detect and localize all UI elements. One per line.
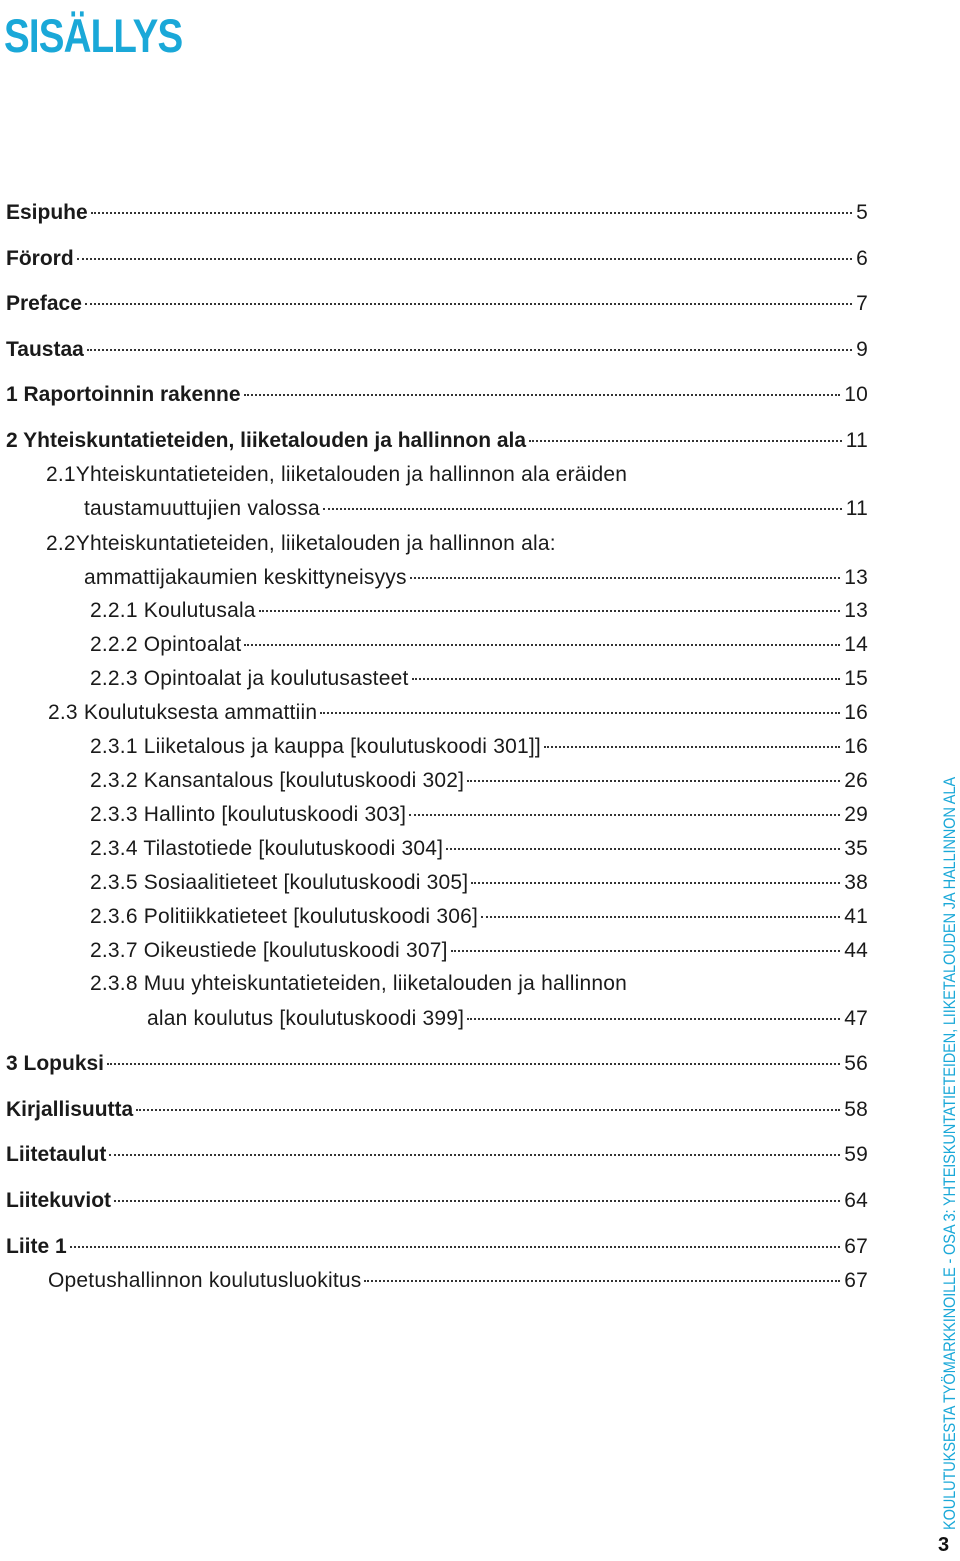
toc-page: 35	[844, 837, 868, 860]
dot-leader	[481, 916, 840, 918]
toc-entry-opetushallinnon-koulutusluokitus[interactable]	[48, 1267, 868, 1295]
toc-entry-kirjallisuutta[interactable]	[6, 1096, 868, 1124]
dot-leader	[244, 394, 841, 396]
toc-label: 3 Lopuksi	[6, 1052, 105, 1075]
toc-page: 64	[844, 1189, 868, 1212]
toc-entry-2-1-continuation[interactable]	[84, 495, 868, 523]
toc-label: Yhteiskuntatieteiden, liiketalouden ja hallinnon ala:	[75, 532, 556, 555]
toc-entry-2-3-5[interactable]	[90, 869, 868, 897]
toc-label: 2.3.5 Sosiaalitieteet [koulutuskoodi 305]	[90, 871, 469, 894]
dot-leader	[323, 508, 842, 510]
toc-page: 6	[856, 247, 868, 270]
toc-label-continuation: alan koulutus [koulutuskoodi 399]	[147, 1007, 465, 1030]
toc-page: 16	[844, 735, 868, 758]
toc-page: 14	[844, 633, 868, 656]
toc-page: 5	[856, 201, 868, 224]
toc-page: 11	[845, 429, 868, 452]
toc-page: 7	[856, 292, 868, 315]
toc-label: Taustaa	[6, 338, 84, 361]
running-header-text: KOULUTUKSESTA TYÖMARKKINOILLE - OSA 3: YHTEISKUNTATIETEIDEN, LIIKETALOUDEN JA HALLINNON ALA	[940, 777, 959, 1530]
dot-leader	[244, 644, 840, 646]
toc-page: 67	[844, 1235, 868, 1258]
toc-page: 29	[844, 803, 868, 826]
dot-leader	[529, 440, 842, 442]
dot-leader	[85, 303, 852, 305]
toc-entry-2-3-4[interactable]	[90, 835, 868, 863]
dot-leader	[467, 780, 840, 782]
toc-label: Förord	[6, 247, 74, 270]
page-number: 3	[938, 1534, 950, 1556]
dot-leader	[91, 212, 852, 214]
toc-entry-2-3-8-continuation[interactable]	[147, 1005, 868, 1033]
toc-label-continuation: taustamuuttujien valossa	[84, 497, 320, 520]
toc-label: 2.3 Koulutuksesta ammattiin	[48, 701, 318, 724]
toc-label: 2.3.7 Oikeustiede [koulutuskoodi 307]	[90, 939, 448, 962]
toc-label: 2.3.8 Muu yhteiskuntatieteiden, liiketalouden ja hallinnon	[90, 972, 627, 995]
toc-entry-2-2-3[interactable]	[90, 665, 868, 693]
dot-leader	[544, 746, 840, 748]
dot-leader	[107, 1063, 840, 1065]
toc-page: 38	[844, 871, 868, 894]
dot-leader	[87, 349, 852, 351]
toc-page: 47	[844, 1007, 868, 1030]
dot-leader	[77, 258, 852, 260]
dot-leader	[471, 882, 840, 884]
dot-leader	[320, 712, 840, 714]
toc-entry-liitetaulut[interactable]	[6, 1141, 868, 1169]
toc-label: 2 Yhteiskuntatieteiden, liiketalouden ja hallinnon ala	[6, 429, 527, 452]
toc-page: 26	[844, 769, 868, 792]
dot-leader	[467, 1018, 840, 1020]
running-header-vertical	[940, 777, 960, 1530]
toc-page: 16	[844, 701, 868, 724]
toc-entry-2-3-8[interactable]	[90, 970, 627, 998]
toc-entry-forord[interactable]	[6, 245, 868, 273]
toc-label: 2.3.2 Kansantalous [koulutuskoodi 302]	[90, 769, 465, 792]
toc-entry-preface[interactable]	[6, 290, 868, 318]
toc-entry-taustaa[interactable]	[6, 336, 868, 364]
toc-label: 1 Raportoinnin rakenne	[6, 383, 241, 406]
toc-entry-2-2-1[interactable]	[90, 597, 868, 625]
toc-entry-chapter-2[interactable]	[6, 427, 868, 455]
dot-leader	[446, 848, 840, 850]
toc-label: Liite 1	[6, 1235, 67, 1258]
toc-entry-2-3[interactable]	[48, 699, 868, 727]
toc-label-continuation: ammattijakaumien keskittyneisyys	[84, 566, 407, 589]
toc-entry-2-3-3[interactable]	[90, 801, 868, 829]
dot-leader	[109, 1154, 840, 1156]
dot-leader	[70, 1246, 841, 1248]
toc-page: 13	[844, 566, 868, 589]
toc-label: 2.3.3 Hallinto [koulutuskoodi 303]	[90, 803, 407, 826]
toc-entry-2-3-6[interactable]	[90, 903, 868, 931]
toc-entry-2-1[interactable]	[46, 461, 627, 489]
toc-number: 2.1	[46, 463, 76, 486]
toc-page: 56	[844, 1052, 868, 1075]
dot-leader	[451, 950, 841, 952]
toc-label: Esipuhe	[6, 201, 88, 224]
toc-page: 58	[844, 1098, 868, 1121]
toc-page: 11	[845, 497, 868, 520]
page-title: SISÄLLYS	[4, 9, 183, 62]
dot-leader	[412, 678, 841, 680]
toc-entry-2-2[interactable]	[46, 530, 556, 558]
toc-page: 9	[856, 338, 868, 361]
toc-entry-2-2-continuation[interactable]	[84, 564, 868, 592]
toc-number: 2.2	[46, 532, 76, 555]
toc-entry-esipuhe[interactable]	[6, 199, 868, 227]
dot-leader	[136, 1109, 840, 1111]
toc-label: 2.2.1 Koulutusala	[90, 599, 256, 622]
toc-label: Liitekuviot	[6, 1189, 112, 1212]
toc-label: 2.3.6 Politiikkatieteet [koulutuskoodi 306]	[90, 905, 479, 928]
toc-entry-2-3-7[interactable]	[90, 937, 868, 965]
toc-label: Yhteiskuntatieteiden, liiketalouden ja hallinnon ala eräiden	[75, 463, 628, 486]
toc-page: 67	[844, 1269, 868, 1292]
toc-entry-liite-1[interactable]	[6, 1233, 868, 1261]
dot-leader	[364, 1280, 840, 1282]
dot-leader	[114, 1200, 840, 1202]
toc-entry-2-2-2[interactable]	[90, 631, 868, 659]
dot-leader	[259, 610, 841, 612]
toc-entry-2-3-1[interactable]	[90, 733, 868, 761]
toc-label: Opetushallinnon koulutusluokitus	[48, 1269, 362, 1292]
toc-page: 41	[844, 905, 868, 928]
toc-page: 10	[844, 383, 868, 406]
toc-page: 59	[844, 1143, 868, 1166]
toc-label: 2.3.1 Liiketalous ja kauppa [koulutuskoodi 301]]	[90, 735, 541, 758]
toc-page: 15	[844, 667, 868, 690]
toc-label: Kirjallisuutta	[6, 1098, 134, 1121]
toc-page: 44	[844, 939, 868, 962]
toc-label: Liitetaulut	[6, 1143, 107, 1166]
toc-entry-2-3-2[interactable]	[90, 767, 868, 795]
toc-label: 2.3.4 Tilastotiede [koulutuskoodi 304]	[90, 837, 444, 860]
dot-leader	[409, 814, 840, 816]
toc-page: 13	[844, 599, 868, 622]
dot-leader	[410, 577, 841, 579]
toc-entry-raportoinnin-rakenne[interactable]	[6, 381, 868, 409]
toc-entry-lopuksi[interactable]	[6, 1050, 868, 1078]
toc-entry-liitekuviot[interactable]	[6, 1187, 868, 1215]
toc-label: Preface	[6, 292, 82, 315]
toc-label: 2.2.2 Opintoalat	[90, 633, 242, 656]
toc-label: 2.2.3 Opintoalat ja koulutusasteet	[90, 667, 409, 690]
